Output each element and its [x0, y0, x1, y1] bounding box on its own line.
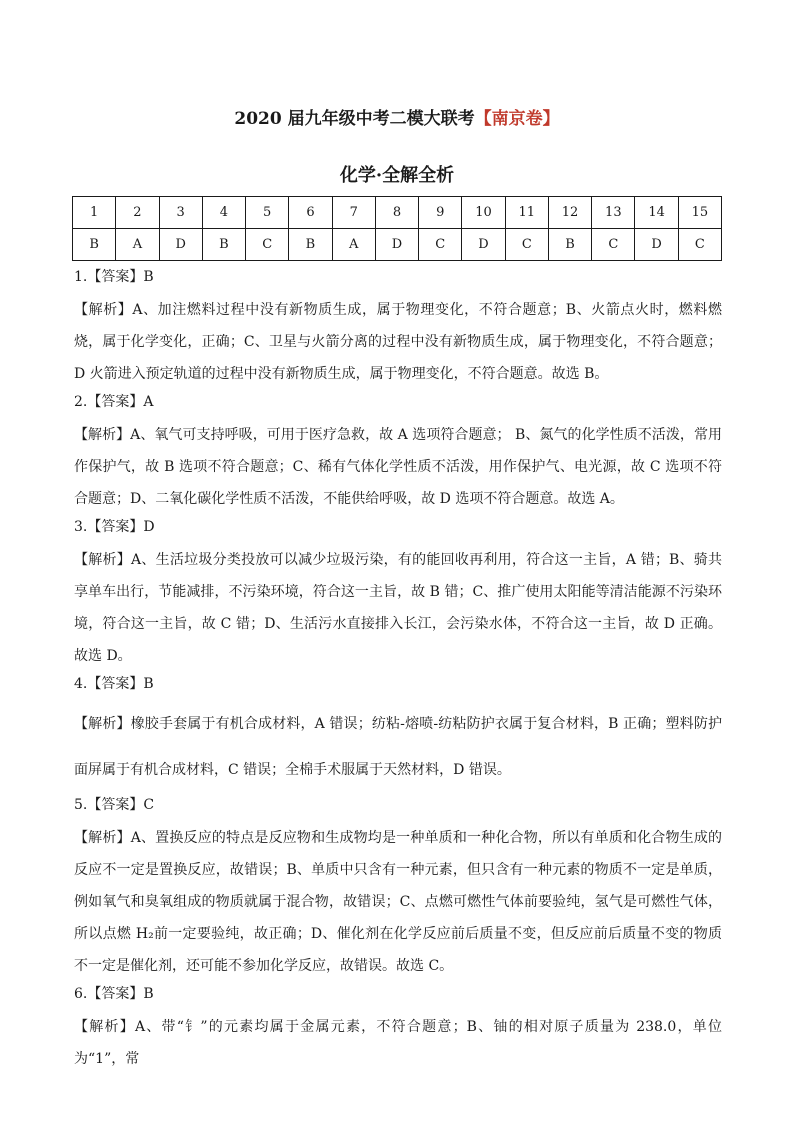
question-number: 3: [159, 197, 202, 229]
question-block: [74, 390, 722, 515]
answer-cell: D: [375, 229, 418, 261]
page-subtitle: 化学·全解全析: [339, 165, 455, 186]
question-block: [74, 265, 722, 390]
analysis-content: [74, 265, 722, 1075]
answer-cell: C: [592, 229, 635, 261]
answer-cell: D: [635, 229, 678, 261]
answer-line: 1.【答案】B: [74, 269, 154, 285]
answer-line: 3.【答案】D: [74, 519, 155, 535]
answer-table-answer-row: [73, 229, 722, 261]
answer-cell: C: [246, 229, 289, 261]
answer-line: 2.【答案】A: [74, 394, 154, 410]
analysis-paragraph: 【解析】A、置换反应的特点是反应物和生成物均是一种单质和一种化合物，所以有单质和化合物生成的反应不一定是置换反应，故错误；B、单质中只含有一种元素，但只含有一种元素的物质不一定是单质，例如氧气和臭氧组成的物质就属于混合物，故错误；C、点燃可燃性气体前要验纯，氢气是可燃性气体，所以点燃 H₂前一定要验纯，故正确；D、催化剂在化学反应前后质量不变，但反应前后质量不变的物质不一定是催化剂，还可能不参加化学反应，故错误。故选 C。: [74, 830, 722, 974]
analysis-paragraph: 【解析】A、带“钅”的元素均属于金属元素，不符合题意；B、铀的相对原子质量为 238.0，单位为“1”，常: [74, 1019, 722, 1067]
question-block: [74, 672, 722, 793]
analysis-paragraph: 【解析】A、加注燃料过程中没有新物质生成，属于物理变化，不符合题意；B、火箭点火时，燃料燃烧，属于化学变化，正确；C、卫星与火箭分离的过程中没有新物质生成，属于物理变化，不符合题意；D 火箭进入预定轨道的过程中没有新物质生成，属于物理变化，不符合题意。故选 B。: [74, 302, 722, 382]
question-block: [74, 793, 722, 982]
answer-cell: D: [159, 229, 202, 261]
answer-cell: C: [505, 229, 548, 261]
title-prefix: 2020 届九年级中考二模大联考: [234, 109, 475, 129]
answer-cell: C: [419, 229, 462, 261]
question-number: 2: [116, 197, 159, 229]
analysis-paragraph: 【解析】A、氧气可支持呼吸，可用于医疗急救，故 A 选项符合题意； B、氮气的化学性质不活泼，常用作保护气，故 B 选项不符合题意；C、稀有气体化学性质不活泼，用作保护气、电光源，故 C 选项不符合题意；D、二氧化碳化学性质不活泼，不能供给呼吸，故 D 选项不符合题意。故选 A。: [74, 427, 722, 507]
title-region: 【南京卷】: [474, 109, 560, 129]
answer-table-number-row: [73, 197, 722, 229]
question-number: 14: [635, 197, 678, 229]
answer-cell: B: [289, 229, 332, 261]
question-number: 10: [462, 197, 505, 229]
answer-cell: D: [462, 229, 505, 261]
question-number: 5: [246, 197, 289, 229]
answer-cell: B: [73, 229, 116, 261]
question-number: 12: [548, 197, 591, 229]
question-number: 11: [505, 197, 548, 229]
answer-cell: C: [678, 229, 721, 261]
question-number: 7: [332, 197, 375, 229]
page-title: [0, 104, 794, 129]
analysis-paragraph: 【解析】A、生活垃圾分类投放可以减少垃圾污染，有的能回收再利用，符合这一主旨，A 错；B、骑共享单车出行，节能减排，不污染环境，符合这一主旨，故 B 错；C、推广使用太阳能等清洁能源不污染环境，符合这一主旨，故 C 错；D、生活污水直接排入长江，会污染水体，不符合这一主旨，故 D 正确。故选 D。: [74, 552, 722, 664]
question-number: 4: [202, 197, 245, 229]
analysis-paragraph: 【解析】橡胶手套属于有机合成材料，A 错误；纺粘-熔喷-纺粘防护衣属于复合材料，B 正确；塑料防护面屏属于有机合成材料，C 错误；全棉手术服属于天然材料，D 错误。: [74, 716, 722, 778]
answer-line: 4.【答案】B: [74, 676, 154, 692]
answer-line: 6.【答案】B: [74, 986, 154, 1002]
question-number: 9: [419, 197, 462, 229]
question-number: 6: [289, 197, 332, 229]
answer-table: [72, 196, 722, 261]
question-number: 8: [375, 197, 418, 229]
question-block: [74, 515, 722, 672]
answer-cell: A: [116, 229, 159, 261]
answer-line: 5.【答案】C: [74, 797, 155, 813]
question-number: 15: [678, 197, 721, 229]
question-block: [74, 982, 722, 1075]
answer-cell: B: [548, 229, 591, 261]
answer-cell: B: [202, 229, 245, 261]
question-number: 1: [73, 197, 116, 229]
question-number: 13: [592, 197, 635, 229]
answer-cell: A: [332, 229, 375, 261]
